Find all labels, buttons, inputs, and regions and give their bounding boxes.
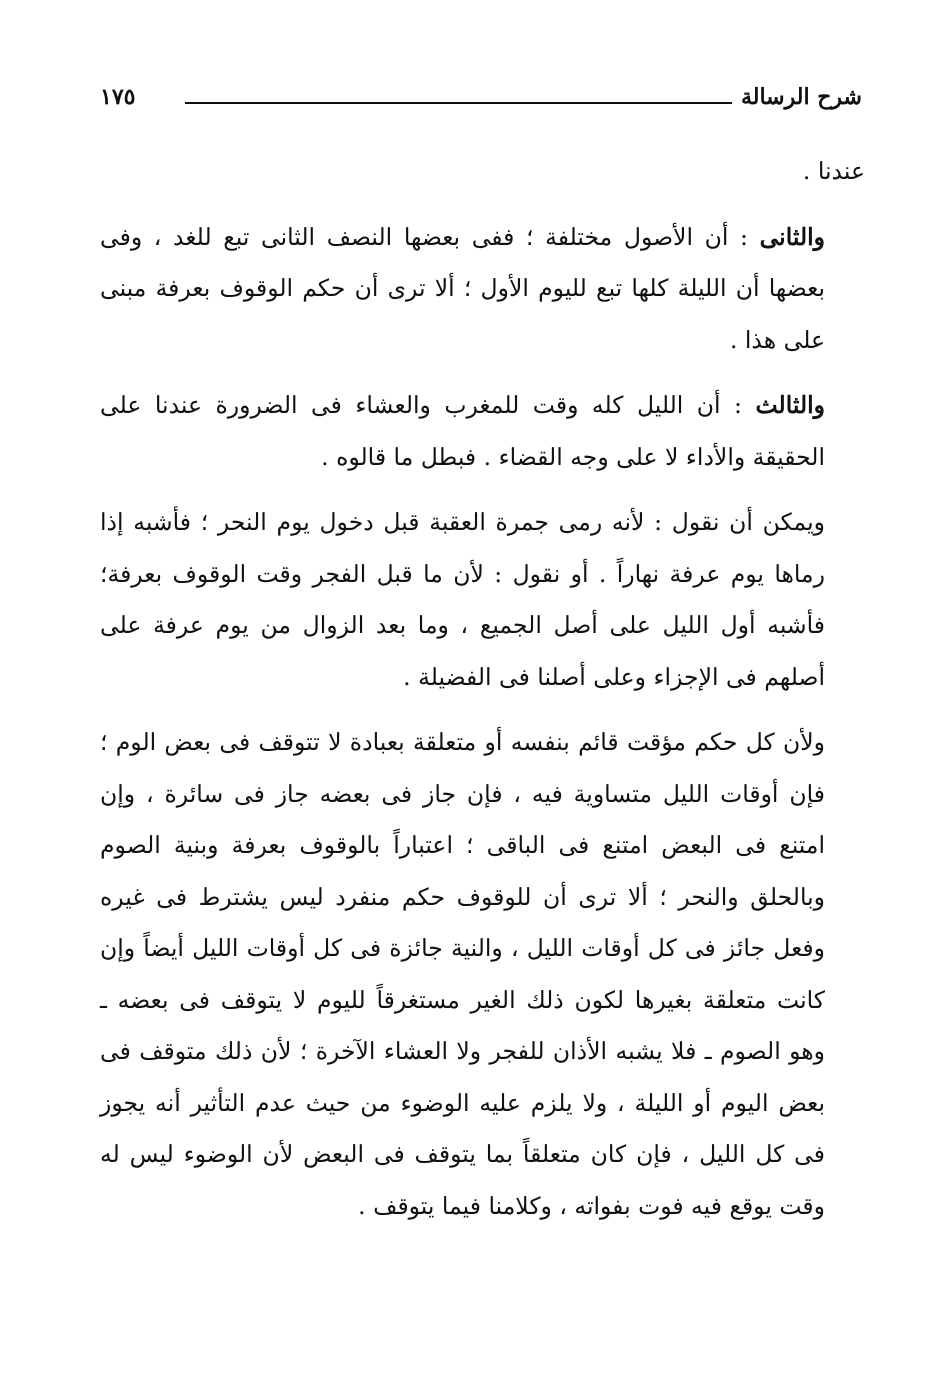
header-rule xyxy=(185,102,732,104)
page-header xyxy=(100,80,862,120)
paragraph-argument xyxy=(100,717,865,1232)
paragraph-text: عندنا . xyxy=(802,157,865,185)
paragraph-third-point xyxy=(100,380,865,483)
paragraph-text: ويمكن أن نقول : لأنه رمى جمرة العقبة قبل دخول يوم النحر ؛ فأشبه إذا رماها يوم عرفة نهاراً . أو نقول : لأن ما قبل الفجر وقت الوقوف بعرفة؛ فأشبه أول الليل على أصل الجميع ، وما بعد الزوال من يوم عرفة على أصلهم فى الإجزاء وعلى أصلنا فى الفضيلة . xyxy=(100,508,825,691)
paragraph-lead: والثانى xyxy=(759,222,825,251)
page-number: ١٧٥ xyxy=(100,84,136,110)
running-title: شرح الرسالة xyxy=(740,84,862,110)
body-text xyxy=(100,146,865,1232)
paragraph-lead: والثالث xyxy=(755,391,825,419)
paragraph-text: : أن الأصول مختلفة ؛ ففى بعضها النصف الثانى تبع للغد ، وفى بعضها أن الليلة كلها تبع لليوم الأول ؛ ألا ترى أن حكم الوقوف بعرفة مبنى على هذا . xyxy=(100,222,825,354)
paragraph-text: : أن الليل كله وقت للمغرب والعشاء فى الضرورة عندنا على الحقيقة والأداء لا على وجه القضاء . فبطل ما قالوه . xyxy=(100,391,825,471)
paragraph-argument xyxy=(100,497,865,703)
paragraph-text: ولأن كل حكم مؤقت قائم بنفسه أو متعلقة بعبادة لا تتوقف فى بعض الوم ؛ فإن أوقات الليل متساوية فيه ، فإن جاز فى بعضه جاز فى سائرة ، وإن امتنع فى البعض امتنع فى الباقى ؛ اعتباراً بالوقوف بعرفة وبنية الصوم وبالحلق والنحر ؛ ألا ترى أن للوقوف حكم منفرد ليس يشترط فى غيره وفعل جائز فى كل أوقات الليل ، والنية جائزة فى كل أوقات الليل أيضاً وإن كانت متعلقة بغيرها لكون ذلك الغير مستغرقاً لليوم لا يتوقف فى بعضه ـ وهو الصوم ـ فلا يشبه الأذان للفجر ولا العشاء الآخرة ؛ لأن ذلك متوقف فى بعض اليوم أو الليلة ، ولا يلزم عليه الوضوء من حيث عدم التأثير أنه يجوز فى كل الليل ، فإن كان متعلقاً بما يتوقف فى البعض لأن الوضوء ليس له وقت يوقع فيه فوت بفواته ، وكلامنا فيما يتوقف . xyxy=(100,728,825,1220)
paragraph-second-point xyxy=(100,212,865,367)
paragraph-continuation xyxy=(100,146,865,198)
